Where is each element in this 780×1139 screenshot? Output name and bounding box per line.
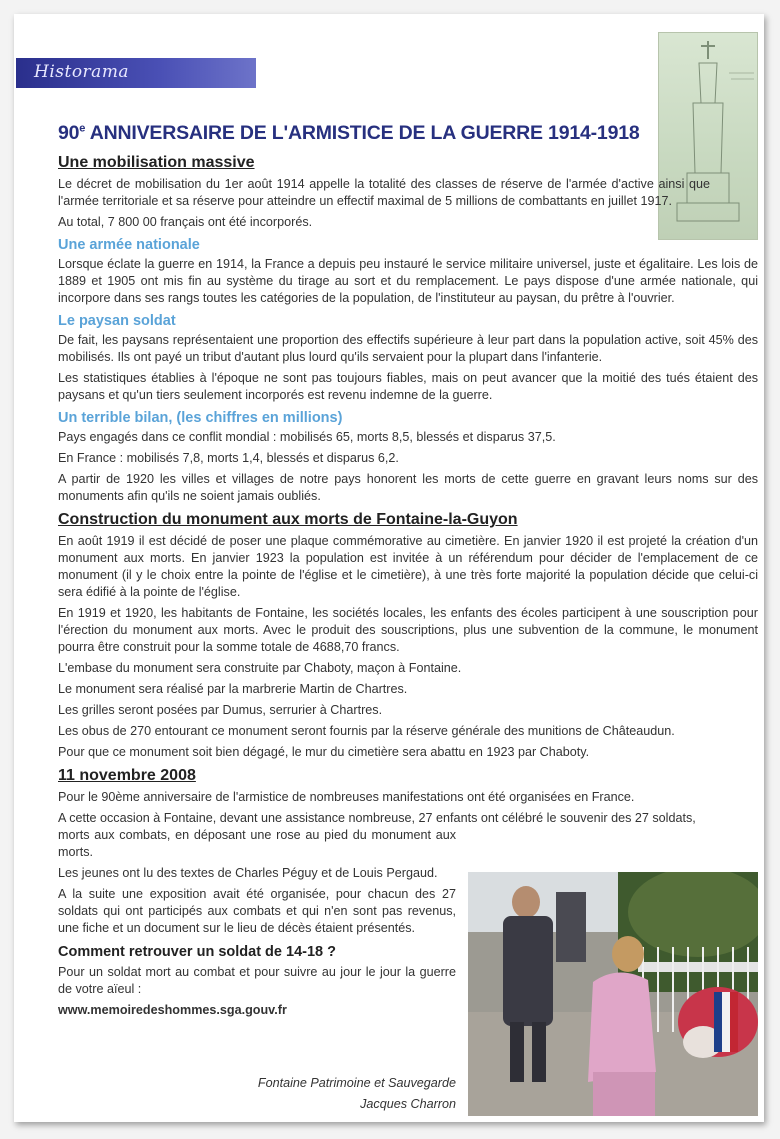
section-banner [16,58,256,88]
paragraph: Pour le 90ème anniversaire de l'armistice de nombreuses manifestations ont été organisées en France. [58,790,635,804]
paragraph: Pays engagés dans ce conflit mondial : mobilisés 65, morts 8,5, blessés et disparus 37,5. [58,430,556,444]
section-heading-11-novembre: 11 novembre 2008 [58,767,196,784]
paragraph: morts aux combats, en déposant une rose au pied du monument aux morts. [58,828,456,859]
paragraph: Les jeunes ont lu des textes de Charles Péguy et de Louis Pergaud. [58,866,438,880]
banner-label: Historama [34,62,130,82]
subheading-bilan: Un terrible bilan, (les chiffres en millions) [58,410,343,426]
paragraph: Les obus de 270 entourant ce monument seront fournis par la réserve générale des munitions de Châteaudun. [58,724,675,738]
subheading-retrouver-soldat: Comment retrouver un soldat de 14-18 ? [58,944,336,960]
paragraph: L'embase du monument sera construite par Chaboty, maçon à Fontaine. [58,661,462,675]
signature-organisation: Fontaine Patrimoine et Sauvegarde [257,1076,456,1090]
paragraph: Au total, 7 800 00 français ont été incorporés. [58,215,313,229]
paragraph: Le décret de mobilisation du 1er août 1914 appelle la totalité des classes de réserve de l'armée d'active ainsi que l'armée territoriale et sa réserve pour atteindre un effectif maximal de 5 millions de combattants en juillet 1917. [58,177,710,208]
paragraph: Lorsque éclate la guerre en 1914, la France a depuis peu instauré le service militaire universel, juste et égalitaire. Les lois de 1889 et 1905 ont mis fin au système du tirage au sort et du remplacement. Le pays dispose d'une armée nationale, qui incorpore dans ses rangs toutes les catégories de la population, de l'instituteur au paysan, du prêtre à l'ouvrier. [58,257,758,305]
subheading-paysan-soldat: Le paysan soldat [58,313,176,329]
paragraph: A partir de 1920 les villes et villages de notre pays honorent les morts de cette guerre en gravant leurs noms sur des monuments afin qu'ils ne soient jamais oubliés. [58,472,758,503]
paragraph: En 1919 et 1920, les habitants de Fontaine, les sociétés locales, les enfants des écoles participent à une souscription pour l'érection du monument aux morts. Avec le produit des souscriptions, plus une subvention de la commune, le monument pourra être construit pour la somme totale de 4688,70 francs. [58,606,758,654]
paragraph: A la suite une exposition avait été organisée, pour chacun des 27 soldats qui ont participés aux combats et qui n'en sont pas revenus, une fiche et un document sur le lieu de décès étaient présentés. [58,887,456,935]
section-heading-mobilisation: Une mobilisation massive [58,154,255,171]
paragraph: Le monument sera réalisé par la marbrerie Martin de Chartres. [58,682,408,696]
paragraph: Les statistiques établies à l'époque ne sont pas toujours fiables, mais on peut avancer que la moitié des tués étaient des paysans et qu'un tiers seulement incorporés est revenu indemne de la guerre. [58,371,758,402]
paragraph: En août 1919 il est décidé de poser une plaque commémorative au cimetière. En janvier 1920 il est projeté la création d'un monument aux morts. En janvier 1923 la population est invitée à un référendum pour décider de l'emplacement de ce monument (il y le choix entre la pointe de l'église et le cimetière), à une très forte majorité la population décide que celui-ci sera édifié à la pointe de l'église. [58,534,758,599]
ceremony-photo-image [468,872,758,1116]
paragraph: A cette occasion à Fontaine, devant une assistance nombreuse, 27 enfants ont célébré le souvenir des 27 soldats, [58,811,696,825]
website-link[interactable]: www.memoiredeshommes.sga.gouv.fr [58,1003,287,1017]
paragraph: Pour un soldat mort au combat et pour suivre au jour le jour la guerre de votre aïeul : [58,965,456,996]
subheading-armee-nationale: Une armée nationale [58,237,200,253]
article-page [14,14,764,1122]
paragraph: Pour que ce monument soit bien dégagé, le mur du cimetière sera abattu en 1923 par Chaboty. [58,745,590,759]
paragraph: En France : mobilisés 7,8, morts 1,4, blessés et disparus 6,2. [58,451,399,465]
signature-author: Jacques Charron [360,1097,456,1111]
section-heading-construction: Construction du monument aux morts de Fontaine-la-Guyon [58,511,518,528]
paragraph: De fait, les paysans représentaient une proportion des effectifs supérieure à leur part dans la population active, soit 45% des mobilisés. Ils ont payé un tribut d'autant plus lourd qu'ils servaient pour la plupart dans l'infanterie. [58,333,758,364]
page-title: 90e ANNIVERSAIRE DE L'ARMISTICE DE LA GUERRE 1914-1918 [58,122,640,144]
paragraph: Les grilles seront posées par Dumus, serrurier à Chartres. [58,703,383,717]
